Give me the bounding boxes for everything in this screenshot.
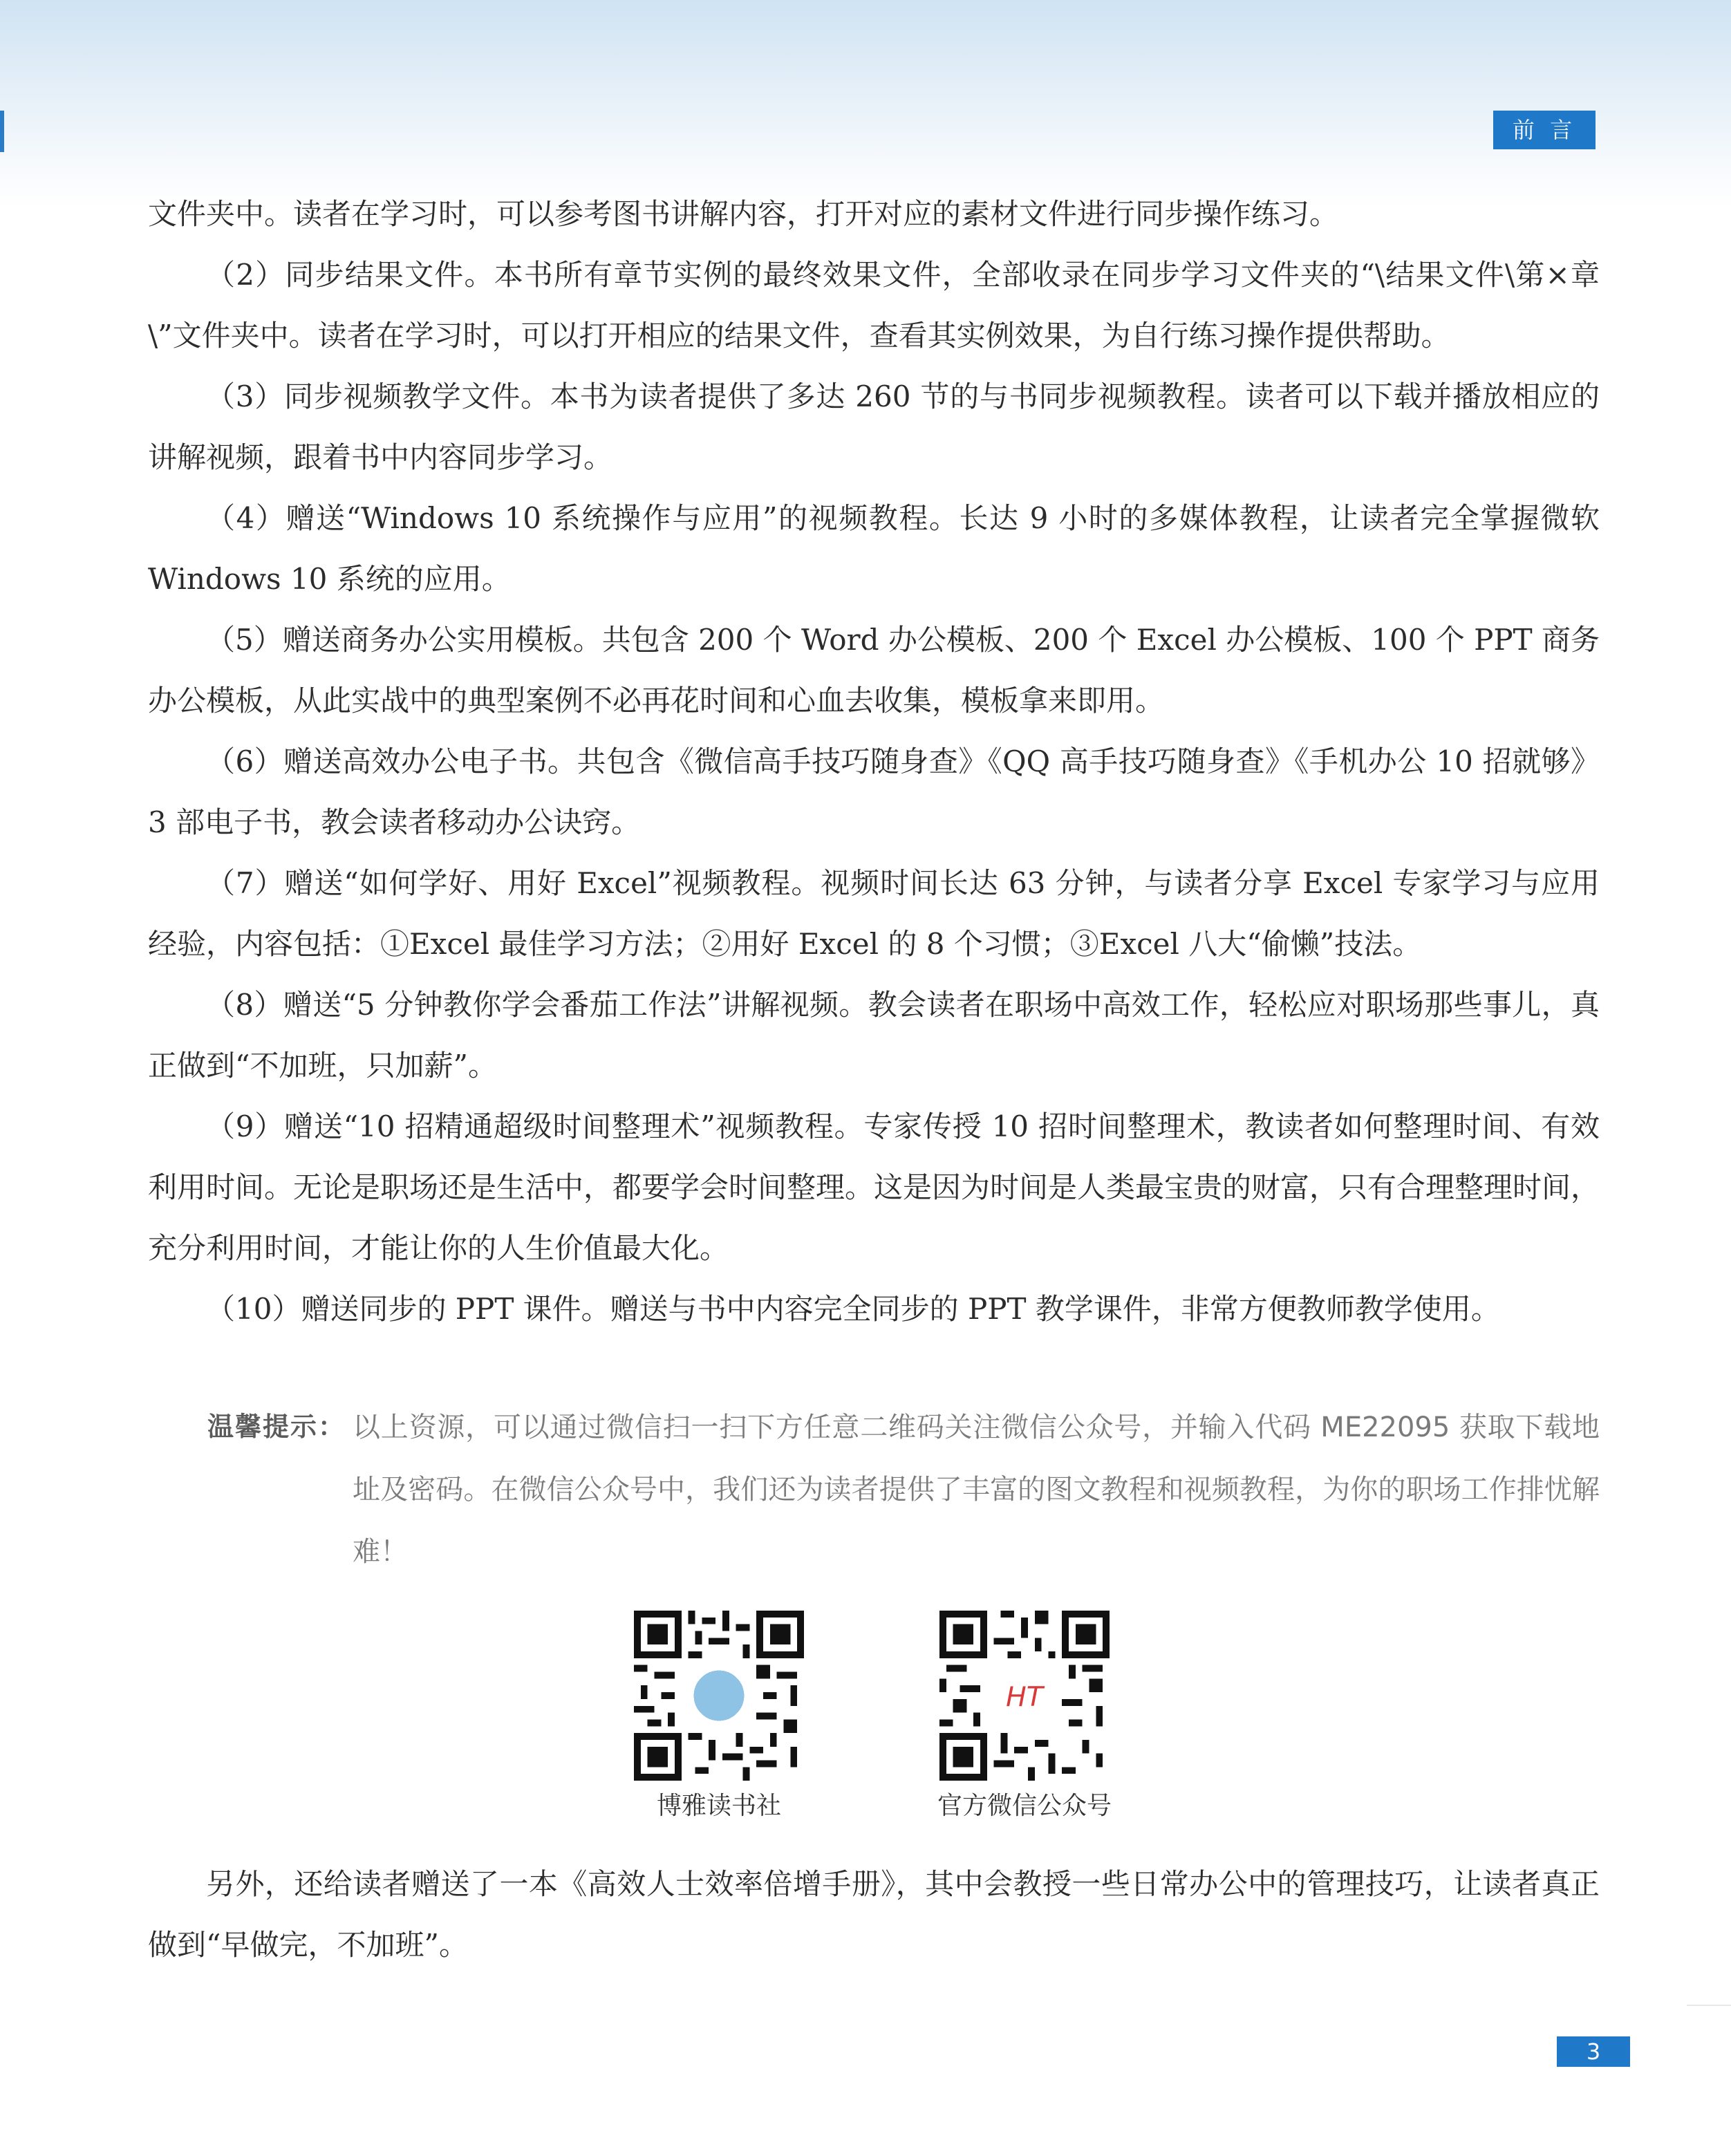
paragraph-item-3: （3）同步视频教学文件。本书为读者提供了多达 260 节的与书同步视频教程。读者可以下载并播放相应的讲解视频，跟着书中内容同步学习。: [148, 379, 1600, 474]
qr-card-official: [935, 1611, 1114, 1822]
paragraph-item-2: （2）同步结果文件。本书所有章节实例的最终效果文件，全部收录在同步学习文件夹的“\结果文件\第×章\”文件夹中。读者在学习时，可以打开相应的结果文件，查看其实例效果，为自行练习操作提供帮助。: [148, 258, 1600, 353]
paragraph-item-7: （7）赠送“如何学好、用好 Excel”视频教程。视频时间长达 63 分钟，与读者分享 Excel 专家学习与应用经验，内容包括：①Excel 最佳学习方法；②用好 Excel 的 8 个习惯；③Excel 八大“偷懒”技法。: [148, 866, 1600, 961]
tip-label: 温馨提示：: [207, 1411, 346, 1442]
paragraph-item-6: （6）赠送高效办公电子书。共包含《微信高手技巧随身查》《QQ 高手技巧随身查》《手机办公 10 招就够》3 部电子书，教会读者移动办公诀窍。: [148, 744, 1600, 839]
paragraph-item-4: （4）赠送“Windows 10 系统操作与应用”的视频教程。长达 9 小时的多媒体教程，让读者完全掌握微软 Windows 10 系统的应用。: [148, 501, 1600, 596]
qr-code-icon[interactable]: [634, 1611, 804, 1781]
closing-text: [148, 1854, 1600, 1976]
qr-logo-text: HT: [1006, 1680, 1043, 1713]
paragraph-item-8: （8）赠送“5 分钟教你学会番茄工作法”讲解视频。教会读者在职场中高效工作，轻松应对职场那些事儿，真正做到“不加班，只加薪”。: [148, 988, 1600, 1082]
paragraph-item-9: （9）赠送“10 招精通超级时间整理术”视频教程。专家传授 10 招时间整理术，教读者如何整理时间、有效利用时间。无论是职场还是生活中，都要学会时间整理。这是因为时间是人类最宝贵的财富，只有合理整理时间，充分利用时间，才能让你的人生价值最大化。: [148, 1109, 1600, 1265]
paragraph-item-10: （10）赠送同步的 PPT 课件。赠送与书中内容完全同步的 PPT 教学课件，非常方便教师教学使用。: [206, 1292, 1500, 1326]
qr-card-boya: [629, 1611, 809, 1822]
header-band: [0, 0, 1731, 207]
edge-rule: [1687, 2005, 1731, 2006]
qr-caption: 博雅读书社: [656, 1792, 781, 1820]
paragraph-item-5: （5）赠送商务办公实用模板。共包含 200 个 Word 办公模板、200 个 Excel 办公模板、100 个 PPT 商务办公模板，从此实战中的典型案例不必再花时间和心血去收集，模板拿来即用。: [148, 623, 1600, 718]
main-text: [148, 184, 1600, 1340]
edge-mark: [0, 111, 4, 152]
paragraph-continued: 文件夹中。读者在学习时，可以参考图书讲解内容，打开对应的素材文件进行同步操作练习。: [148, 197, 1339, 231]
section-tag: 前 言: [1493, 111, 1596, 149]
qr-code-icon[interactable]: [939, 1611, 1110, 1781]
qr-caption: 官方微信公众号: [937, 1792, 1112, 1820]
closing-paragraph: 另外，还给读者赠送了一本《高效人士效率倍增手册》，其中会教授一些日常办公中的管理技巧，让读者真正做到“早做完，不加班”。: [148, 1867, 1600, 1962]
page-number: 3: [1557, 2036, 1630, 2067]
tip-text: 以上资源，可以通过微信扫一扫下方任意二维码关注微信公众号，并输入代码 ME22095 获取下载地址及密码。在微信公众号中，我们还为读者提供了丰富的图文教程和视频教程，为你的职场工作排忧解难！: [353, 1412, 1600, 1568]
